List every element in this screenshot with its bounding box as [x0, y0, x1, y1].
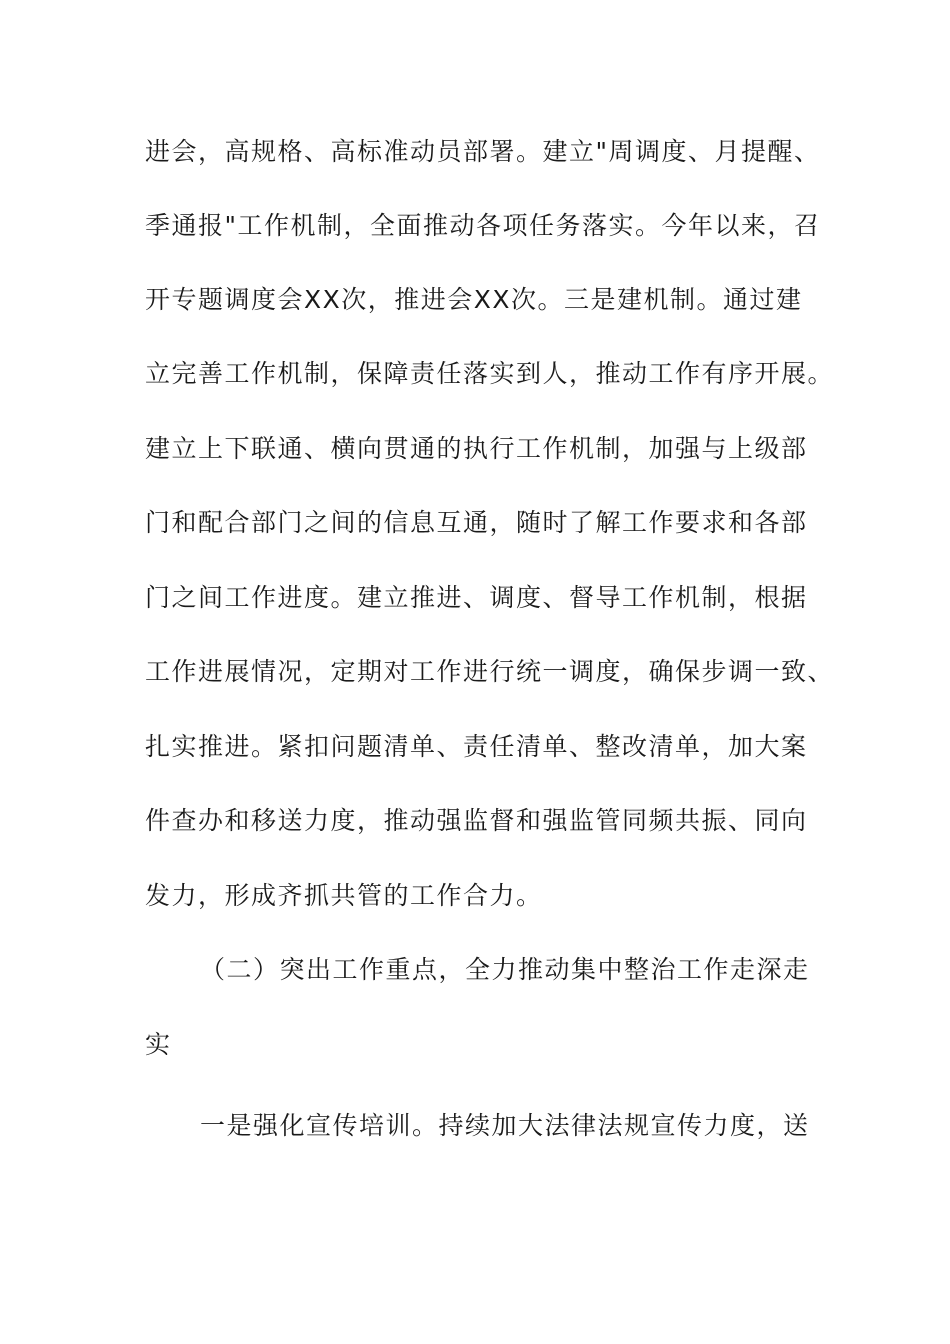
text-line: 工作进展情况，定期对工作进行统一调度，确保步调一致、	[145, 657, 835, 686]
text-line: 季通报"工作机制，全面推动各项任务落实。今年以来，召	[145, 211, 821, 240]
text-line: 扎实推进。紧扣问题清单、责任清单、整改清单，加大案	[145, 732, 808, 761]
section-heading: （二）突出工作重点，全力推动集中整治工作走深走	[200, 955, 810, 984]
paragraph-first-line: 一是强化宣传培训。持续加大法律法规宣传力度，送	[200, 1111, 810, 1140]
text-line: 立完善工作机制，保障责任落实到人，推动工作有序开展。	[145, 359, 835, 388]
text-line: 发力，形成齐抓共管的工作合力。	[145, 881, 543, 910]
text-line: 建立上下联通、横向贯通的执行工作机制，加强与上级部	[145, 434, 808, 463]
text-line: 开专题调度会XX次，推进会XX次。三是建机制。通过建	[145, 285, 803, 314]
text-line: 件查办和移送力度，推动强监督和强监管同频共振、同向	[145, 806, 808, 835]
text-line: 门之间工作进度。建立推进、调度、督导工作机制，根据	[145, 583, 808, 612]
section-heading-continuation: 实	[145, 1030, 172, 1059]
text-line: 进会，高规格、高标准动员部署。建立"周调度、月提醒、	[145, 137, 821, 166]
text-line: 门和配合部门之间的信息互通，随时了解工作要求和各部	[145, 508, 808, 537]
